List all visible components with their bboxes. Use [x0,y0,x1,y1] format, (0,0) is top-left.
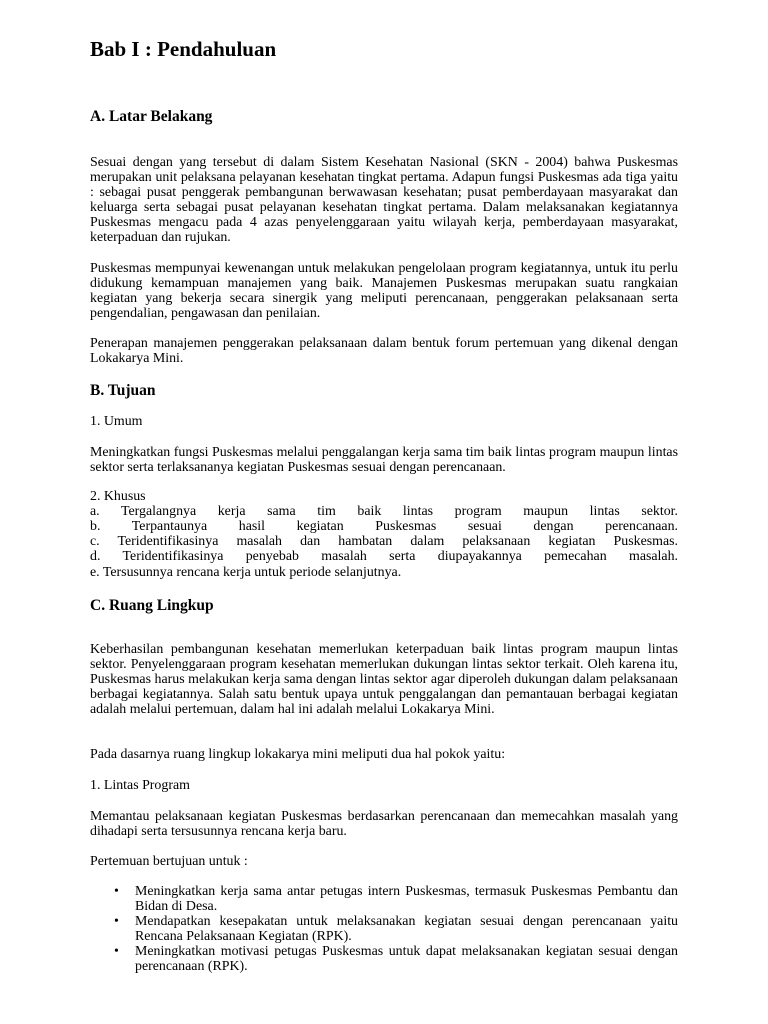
khusus-item-a: a. Tergalangnya kerja sama tim baik lintas program maupun lintas sektor. [90,504,678,519]
list-item-text: Meningkatkan kerja sama antar petugas intern Puskesmas, termasuk Puskesmas Pembantu dan Bidan di Desa. [135,884,678,915]
section-c-intro: Keberhasilan pembangunan kesehatan memerlukan keterpaduan baik lintas program maupun lintas sektor. Penyelenggaraan program kesehatan memerlukan dukungan lintas sektor terkait. Oleh karena itu, Puskesmas harus melakukan kerja sama dengan lintas sektor agar diperoleh dukungan dalam pelaksanaan berbagai kegiatannya. Salah satu bentuk upaya untuk penggalangan dan pemantauan berbagai kegiatan adalah melalui pertemuan, dalam hal ini adalah melalui Lokakarya Mini. [90,642,678,718]
khusus-item-b: b. Terpantaunya hasil kegiatan Puskesmas sesuai dengan perencanaan. [90,519,678,534]
khusus-item-e: e. Tersusunnya rencana kerja untuk periode selanjutnya. [90,565,402,580]
umum-text: Meningkatkan fungsi Puskesmas melalui penggalangan kerja sama tim baik lintas program maupun lintas sektor serta terlaksananya kegiatan Puskesmas sesuai dengan perencanaan. [90,445,678,476]
lintas-program-label: 1. Lintas Program [90,778,190,793]
list-item [90,944,678,974]
bullet-icon: • [114,884,119,899]
list-item [90,884,678,914]
bullet-icon: • [114,944,119,960]
section-a-paragraph-2: Puskesmas mempunyai kewenangan untuk melakukan pengelolaan program kegiatannya, untuk itu perlu didukung kemampuan manajemen yang baik. Manajemen Puskesmas merupakan suatu rangkaian kegiatan yang bekerja secara sinergik yang meliputi perencanaan, penggerakan pelaksanaan serta pengendalian, pengawasan dan penilaian. [90,261,678,322]
purpose-label: Pertemuan bertujuan untuk : [90,854,248,869]
section-c-heading: C. Ruang Lingkup [90,597,214,614]
purpose-list [90,884,678,975]
list-item [90,914,678,944]
khusus-label: 2. Khusus [90,489,146,504]
bullet-icon: • [114,914,119,930]
umum-label: 1. Umum [90,414,143,429]
list-item-text: Mendapatkan kesepakatan untuk melaksanakan kegiatan sesuai dengan perencanaan yaitu Rencana Pelaksanaan Kegiatan (RPK). [135,914,678,945]
khusus-item-d: d. Teridentifikasinya penyebab masalah serta diupayakannya pemecahan masalah. [90,549,678,564]
khusus-item-c: c. Teridentifikasinya masalah dan hambatan dalam pelaksanaan kegiatan Puskesmas. [90,534,678,549]
page-title: Bab I : Pendahuluan [90,37,277,61]
lintas-program-text: Memantau pelaksanaan kegiatan Puskesmas berdasarkan perencanaan dan memecahkan masalah yang dihadapi serta tersusunnya rencana kerja baru. [90,809,678,840]
section-a-paragraph-1: Sesuai dengan yang tersebut di dalam Sistem Kesehatan Nasional (SKN - 2004) bahwa Puskesmas merupakan unit pelaksana pelayanan kesehatan tingkat pertama. Adapun fungsi Puskesmas ada tiga yaitu : sebagai pusat penggerak pembangunan berwawasan kesehatan; pusat pemberdayaan masyarakat dan keluarga serta sebagai pusat pelayanan kesehatan tingkat pertama. Dalam melaksanakan kegiatannya Puskesmas mengacu pada 4 azas penyelenggaraan yaitu wilayah kerja, pemberdayaan masyarakat, keterpaduan dan rujukan. [90,155,678,246]
section-a-heading: A. Latar Belakang [90,108,213,125]
list-item-text: Meningkatkan motivasi petugas Puskesmas untuk dapat melaksanakan kegiatan sesuai dengan perencanaan (RPK). [135,944,678,975]
section-b-heading: B. Tujuan [90,382,156,399]
section-a-paragraph-3: Penerapan manajemen penggerakan pelaksanaan dalam bentuk forum pertemuan yang dikenal dengan Lokakarya Mini. [90,336,678,367]
scope-text: Pada dasarnya ruang lingkup lokakarya mini meliputi dua hal pokok yaitu: [90,747,506,762]
